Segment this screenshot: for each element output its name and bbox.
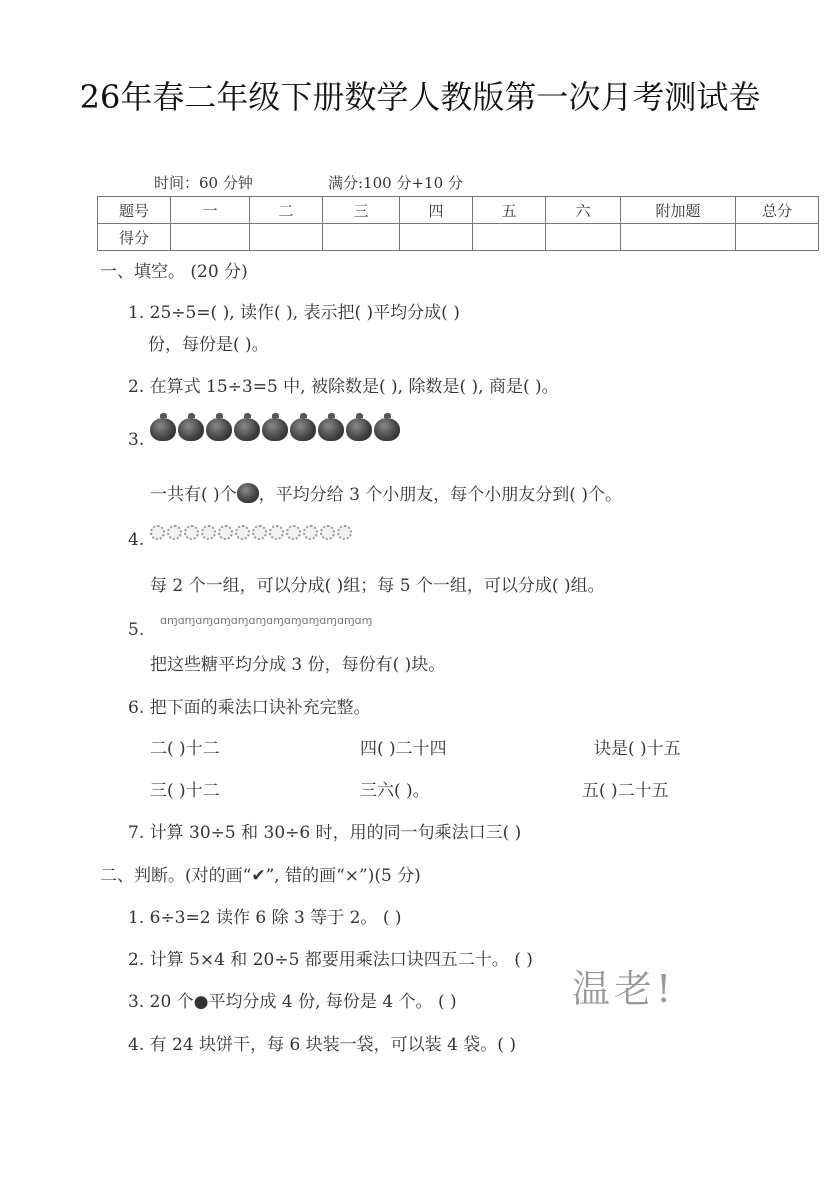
- question-1-line-1: 1. 25÷5=( ), 读作( ), 表示把( )平均分成( ): [128, 303, 460, 323]
- apple-icon: [262, 418, 288, 441]
- score-header-cell: 二: [250, 197, 323, 224]
- score-cell: [473, 224, 546, 251]
- watermark: 温老!: [572, 967, 676, 1011]
- apple-icon: [318, 418, 344, 441]
- question-6-item: 三六( )。: [360, 781, 430, 801]
- judgment-item: 4. 有 24 块饼干，每 6 块装一袋，可以装 4 袋。( ): [128, 1035, 516, 1055]
- flower-icon: [286, 525, 301, 540]
- question-7: 7. 计算 30÷5 和 30÷6 时，用的同一句乘法口三( ): [128, 823, 522, 843]
- flower-icon: [303, 525, 318, 540]
- score-cell: [621, 224, 736, 251]
- score-header-cell: 六: [546, 197, 621, 224]
- score-cell: [736, 224, 819, 251]
- score-table: [97, 196, 819, 251]
- apple-icon: [346, 418, 372, 441]
- score-cell: [400, 224, 473, 251]
- time-label: 时间：60 分钟: [154, 174, 253, 192]
- question-6-item: 二( )十二: [150, 739, 220, 759]
- judgment-item: 3. 20 个●平均分成 4 份, 每份是 4 个。 ( ): [128, 992, 457, 1012]
- apple-icon: [178, 418, 204, 441]
- score-table-header-row: [98, 197, 819, 224]
- flower-icon: [252, 525, 267, 540]
- score-cell: [171, 224, 250, 251]
- score-cell: [546, 224, 621, 251]
- flower-icon: [184, 525, 199, 540]
- apple-row: [150, 418, 402, 441]
- flower-icon: [218, 525, 233, 540]
- score-table-score-row: [98, 224, 819, 251]
- flower-icon: [337, 525, 352, 540]
- page-title: 26年春二年级下册数学人教版第一次月考测试卷: [79, 78, 761, 116]
- score-header-cell: 题号: [98, 197, 171, 224]
- question-3-text: [150, 480, 622, 505]
- score-header-cell: 总分: [736, 197, 819, 224]
- question-4-number: 4.: [128, 530, 145, 550]
- full-score-label: 满分:100 分+10 分: [328, 174, 463, 192]
- question-3-text-b: ，平均分给 3 个小朋友，每个小朋友分到( )个。: [258, 485, 622, 505]
- flower-row: [150, 525, 354, 540]
- apple-icon: [234, 418, 260, 441]
- candy-row: ɑɱɑɱɑɱɑɱɑɱɑɱɑɱɑɱɑɱɑɱɑɱɑɱ: [160, 614, 373, 627]
- apple-icon: [150, 418, 176, 441]
- score-cell: [250, 224, 323, 251]
- score-cell: [323, 224, 400, 251]
- score-header-cell: 三: [323, 197, 400, 224]
- judgment-item: 2. 计算 5×4 和 20÷5 都要用乘法口诀四五二十。 ( ): [128, 950, 533, 970]
- question-5-text: 把这些糖平均分成 3 份，每份有( )块。: [150, 655, 446, 675]
- question-5-number: 5.: [128, 620, 145, 640]
- apple-icon: [290, 418, 316, 441]
- apple-icon: [374, 418, 400, 441]
- question-6-item: 五( )二十五: [582, 781, 669, 801]
- apple-icon: [237, 483, 259, 503]
- flower-icon: [235, 525, 250, 540]
- apple-icon: [206, 418, 232, 441]
- section2-heading: 二、判断。(对的画“✔”, 错的画“×”)(5 分): [100, 866, 421, 886]
- score-header-cell: 一: [171, 197, 250, 224]
- question-6-item: 诀是( )十五: [594, 739, 681, 759]
- flower-icon: [201, 525, 216, 540]
- question-1-line-2: 份，每份是( )。: [148, 335, 269, 355]
- flower-icon: [150, 525, 165, 540]
- judgment-item: 1. 6÷3=2 读作 6 除 3 等于 2。 ( ): [128, 908, 402, 928]
- question-6-item: 三( )十二: [150, 781, 220, 801]
- question-2: 2. 在算式 15÷3=5 中, 被除数是( ), 除数是( ), 商是( )。: [128, 377, 559, 397]
- flower-icon: [167, 525, 182, 540]
- flower-icon: [269, 525, 284, 540]
- question-3-text-a: 一共有( )个: [150, 485, 237, 505]
- question-6-item: 四( )二十四: [360, 739, 447, 759]
- score-row-label: 得分: [98, 224, 171, 251]
- question-4-text: 每 2 个一组，可以分成( )组；每 5 个一组，可以分成( )组。: [150, 576, 605, 596]
- question-6: 6. 把下面的乘法口诀补充完整。: [128, 698, 371, 718]
- section1-heading: 一、填空。 (20 分): [100, 262, 248, 282]
- score-header-cell: 附加题: [621, 197, 736, 224]
- score-header-cell: 四: [400, 197, 473, 224]
- score-header-cell: 五: [473, 197, 546, 224]
- question-3-number: 3.: [128, 430, 145, 450]
- flower-icon: [320, 525, 335, 540]
